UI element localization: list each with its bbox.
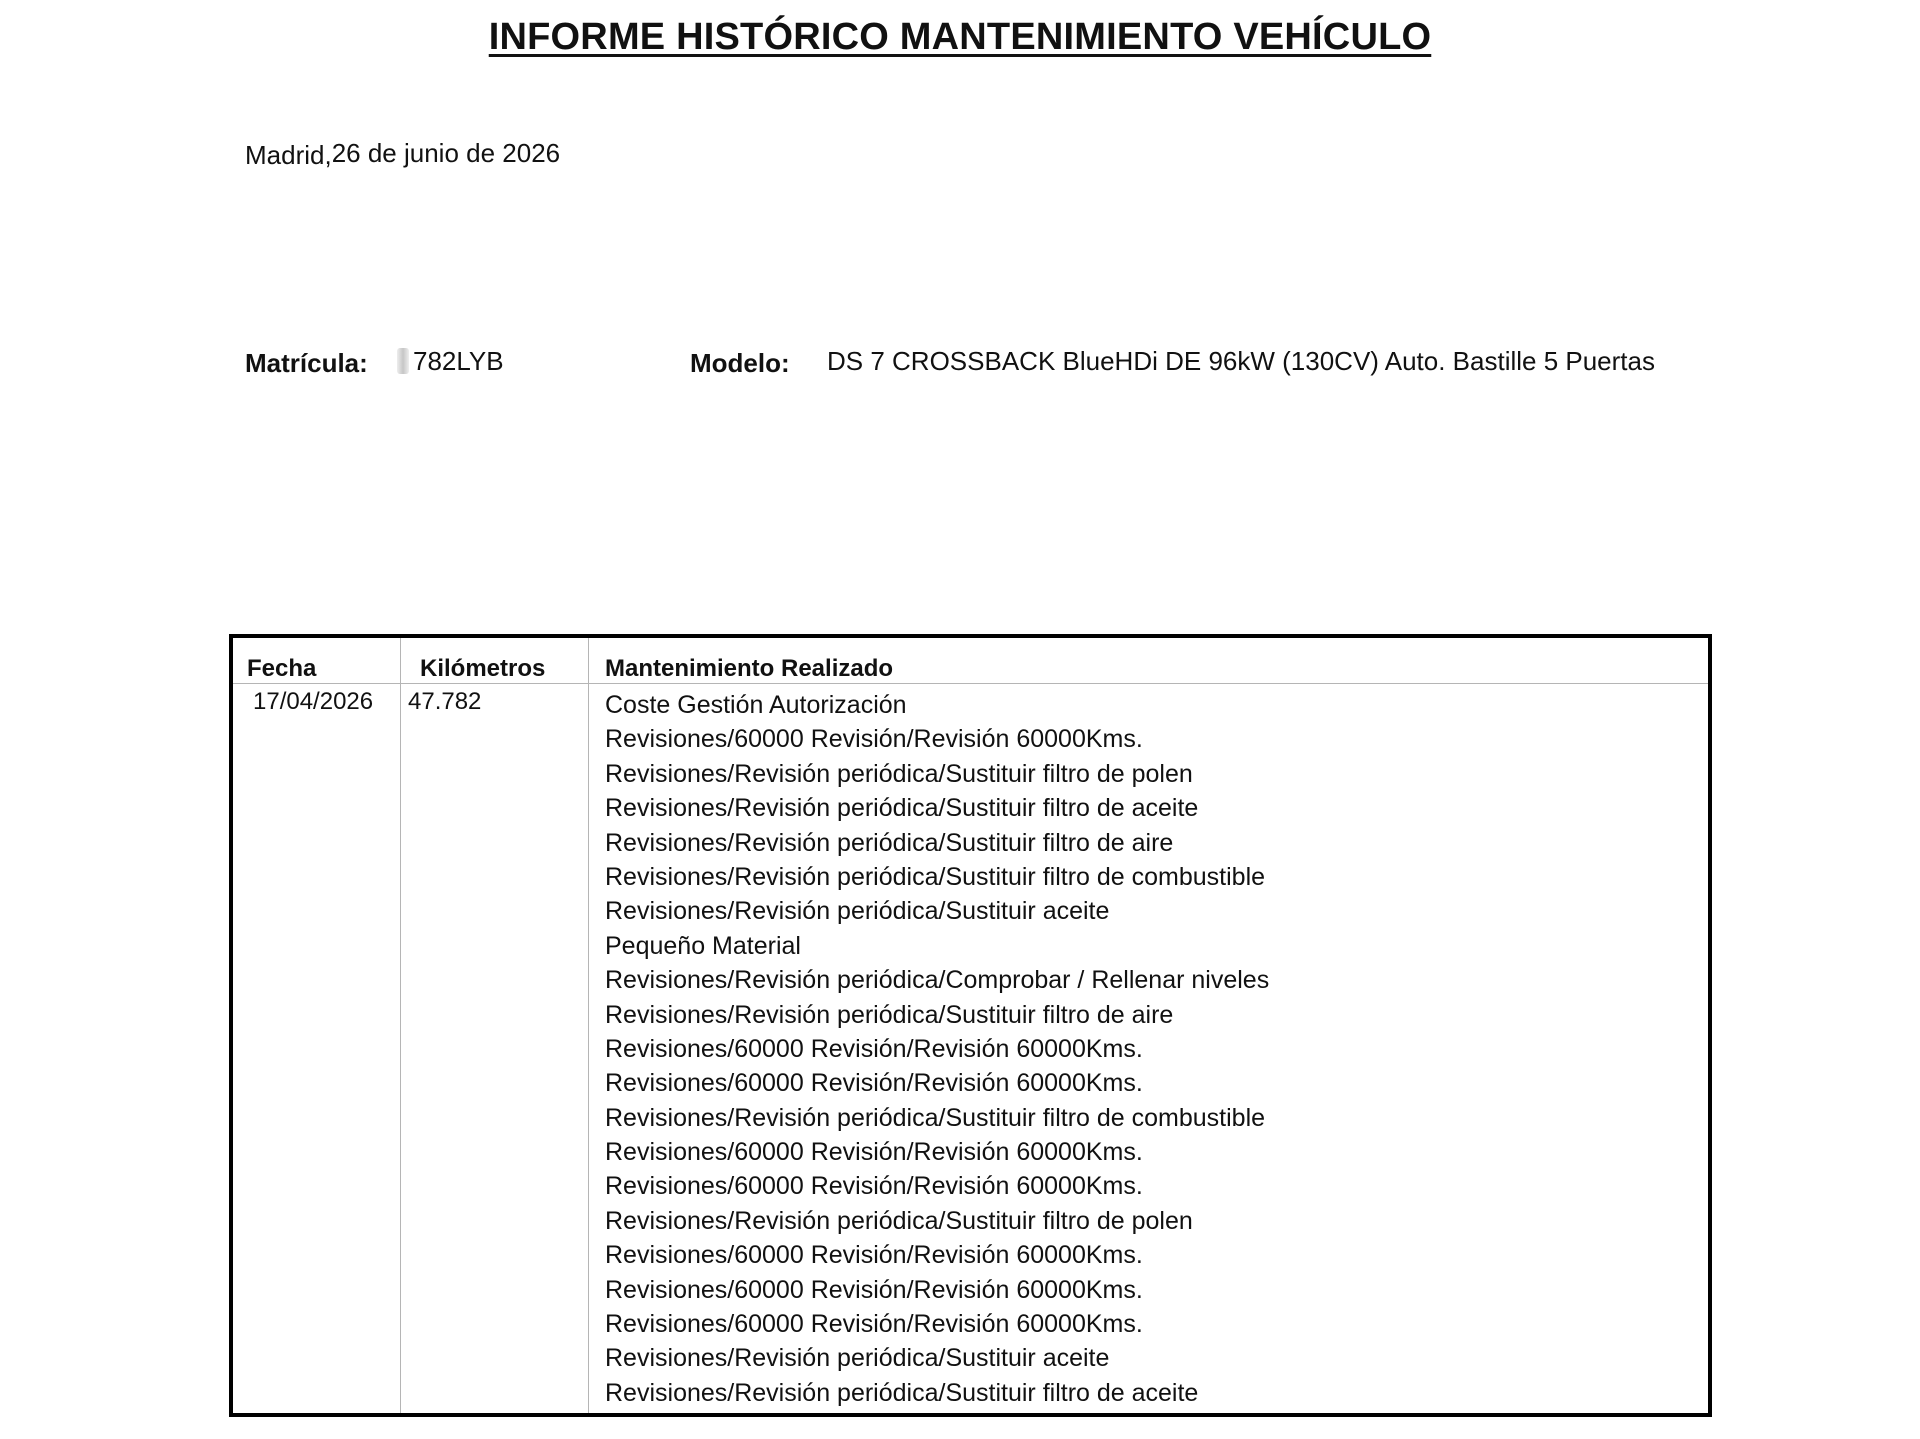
plate-label: Matrícula: bbox=[245, 348, 368, 378]
maintenance-item: Revisiones/60000 Revisión/Revisión 60000Kms. bbox=[605, 725, 1143, 754]
model-label: Modelo: bbox=[690, 348, 790, 378]
maintenance-item: Pequeño Material bbox=[605, 931, 801, 960]
maintenance-item: Revisiones/60000 Revisión/Revisión 60000Kms. bbox=[605, 1069, 1143, 1098]
column-divider bbox=[400, 638, 401, 1413]
maintenance-item: Revisiones/Revisión periódica/Sustituir filtro de aceite bbox=[605, 1378, 1199, 1407]
place-text: Madrid, bbox=[245, 140, 332, 170]
report-title: INFORME HISTÓRICO MANTENIMIENTO VEHÍCULO bbox=[488, 16, 1432, 58]
place-date-line bbox=[245, 140, 560, 171]
maintenance-item: Revisiones/Revisión periódica/Sustituir filtro de polen bbox=[605, 1206, 1193, 1235]
maintenance-item: Revisiones/Revisión periódica/Sustituir filtro de combustible bbox=[605, 862, 1266, 891]
plate-field bbox=[397, 346, 504, 377]
maintenance-item: Revisiones/Revisión periódica/Sustituir filtro de combustible bbox=[605, 1103, 1266, 1132]
header-divider bbox=[233, 683, 1708, 684]
maintenance-item: Revisiones/60000 Revisión/Revisión 60000Kms. bbox=[605, 1172, 1143, 1201]
redacted-mark bbox=[397, 348, 409, 374]
maintenance-item: Revisiones/60000 Revisión/Revisión 60000Kms. bbox=[605, 1138, 1143, 1167]
maintenance-table bbox=[229, 634, 1712, 1417]
model-value: DS 7 CROSSBACK BlueHDi DE 96kW (130CV) Auto. Bastille 5 Puertas bbox=[827, 346, 1655, 376]
maintenance-item: Revisiones/Revisión periódica/Sustituir filtro de polen bbox=[605, 759, 1193, 788]
maintenance-item: Revisiones/Revisión periódica/Sustituir filtro de aire bbox=[605, 1000, 1174, 1029]
report-date: 26 de junio de 2026 bbox=[331, 138, 561, 168]
maintenance-item: Revisiones/60000 Revisión/Revisión 60000Kms. bbox=[605, 1275, 1143, 1304]
row-date: 17/04/2026 bbox=[253, 688, 374, 715]
row-km: 47.782 bbox=[408, 688, 482, 715]
column-header-km: Kilómetros bbox=[420, 655, 546, 682]
maintenance-item: Revisiones/60000 Revisión/Revisión 60000Kms. bbox=[605, 1241, 1143, 1270]
maintenance-item: Revisiones/60000 Revisión/Revisión 60000Kms. bbox=[605, 1034, 1143, 1063]
maintenance-item: Revisiones/Revisión periódica/Sustituir filtro de aire bbox=[605, 828, 1174, 857]
maintenance-list bbox=[605, 688, 1269, 1410]
column-divider bbox=[588, 638, 589, 1413]
plate-value: 782LYB bbox=[413, 346, 504, 376]
maintenance-item: Revisiones/Revisión periódica/Sustituir aceite bbox=[605, 897, 1110, 926]
column-header-date: Fecha bbox=[247, 655, 317, 682]
maintenance-item: Revisiones/Revisión periódica/Sustituir filtro de aceite bbox=[605, 794, 1199, 823]
column-header-maintenance: Mantenimiento Realizado bbox=[605, 655, 894, 682]
maintenance-item: Revisiones/Revisión periódica/Sustituir aceite bbox=[605, 1344, 1110, 1373]
maintenance-item: Revisiones/Revisión periódica/Comprobar / Rellenar niveles bbox=[605, 966, 1270, 995]
maintenance-item: Coste Gestión Autorización bbox=[605, 691, 907, 719]
maintenance-item: Revisiones/60000 Revisión/Revisión 60000Kms. bbox=[605, 1310, 1143, 1339]
